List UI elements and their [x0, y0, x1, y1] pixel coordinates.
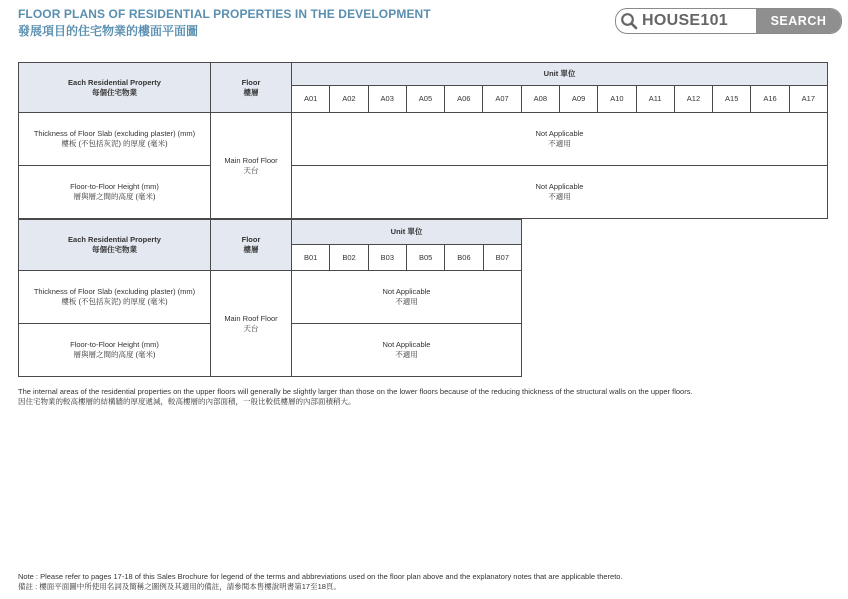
- na-en: Not Applicable: [382, 340, 431, 349]
- na-zh: 不適用: [548, 192, 571, 201]
- property-header-en: Each Residential Property: [68, 235, 161, 244]
- unit-cell: B03: [368, 245, 406, 271]
- slab-thickness-label: [19, 271, 211, 324]
- floor-value-en: Main Roof Floor: [224, 313, 278, 323]
- floor-height-label-en: Floor-to-Floor Height (mm): [70, 182, 159, 191]
- footer-note-en: Note : Please refer to pages 17-18 of this Sales Brochure for legend of the terms and abbreviations used on the floor plan above and the explanatory notes that are applicable thereto.: [18, 572, 623, 581]
- slab-thickness-value: [292, 113, 828, 166]
- notes-en: The internal areas of the residential properties on the upper floors will generally be slightly larger than those on the lower floors because of the reducing thickness of the structural walls on the upper floors.: [18, 387, 693, 396]
- unit-cell: A05: [406, 86, 444, 113]
- unit-cell: A09: [559, 86, 597, 113]
- floor-header-en: Floor: [241, 77, 261, 87]
- floor-value: [211, 113, 292, 219]
- floor-header: [211, 220, 292, 271]
- unit-cell: A08: [521, 86, 559, 113]
- search-button[interactable]: SEARCH: [756, 9, 841, 33]
- unit-cell: A07: [483, 86, 521, 113]
- floor-height-value: [292, 324, 522, 377]
- property-header: [19, 220, 211, 271]
- na-en: Not Applicable: [535, 182, 584, 191]
- unit-cell: B07: [483, 245, 521, 271]
- footer-note-zh: 備註 : 樓面平面圖中所使用名詞及簡稱之圖例及其適用的備註，請參閱本售樓說明書第17至18頁。: [18, 582, 341, 591]
- page-title-en: FLOOR PLANS OF RESIDENTIAL PROPERTIES IN THE DEVELOPMENT: [18, 7, 431, 21]
- floor-height-label-zh: 層與層之間的高度 (毫米): [73, 192, 156, 201]
- property-header: [19, 63, 211, 113]
- unit-cell: A12: [674, 86, 712, 113]
- unit-cell: A06: [445, 86, 483, 113]
- floor-header: [211, 63, 292, 113]
- unit-cell: B02: [330, 245, 368, 271]
- floor-height-label-en: Floor-to-Floor Height (mm): [70, 340, 159, 349]
- unit-cell: A16: [751, 86, 789, 113]
- floor-height-label-zh: 層與層之間的高度 (毫米): [73, 350, 156, 359]
- unit-header: Unit 單位: [292, 220, 522, 245]
- na-zh: 不適用: [395, 297, 418, 306]
- slab-thickness-label-zh: 樓板 (不包括灰泥) 的厚度 (毫米): [61, 297, 168, 306]
- na-en: Not Applicable: [382, 287, 431, 296]
- slab-thickness-label: [19, 113, 211, 166]
- page-title-zh: 發展項目的住宅物業的樓面平面圖: [18, 24, 199, 38]
- property-header-en: Each Residential Property: [68, 77, 161, 87]
- slab-thickness-label-zh: 樓板 (不包括灰泥) 的厚度 (毫米): [61, 139, 168, 148]
- property-header-zh: 每個住宅物業: [92, 245, 137, 254]
- floor-header-zh: 樓層: [243, 87, 259, 97]
- search-widget[interactable]: [615, 8, 842, 34]
- floor-value-en: Main Roof Floor: [224, 155, 278, 165]
- slab-thickness-value: [292, 271, 522, 324]
- slab-thickness-label-en: Thickness of Floor Slab (excluding plaster) (mm): [33, 129, 196, 138]
- unit-cell: A10: [598, 86, 636, 113]
- unit-cell: A11: [636, 86, 674, 113]
- unit-cell: A03: [368, 86, 406, 113]
- floor-header-zh: 樓層: [243, 245, 259, 254]
- slab-thickness-label-en: Thickness of Floor Slab (excluding plaster) (mm): [33, 287, 196, 296]
- unit-cell: A01: [292, 86, 330, 113]
- search-icon[interactable]: [616, 9, 642, 33]
- unit-header: Unit 單位: [292, 63, 828, 86]
- floor-table-a: [18, 62, 828, 219]
- na-en: Not Applicable: [535, 129, 584, 138]
- unit-cell: B05: [406, 245, 444, 271]
- notes: [18, 387, 693, 407]
- unit-cell: A17: [789, 86, 827, 113]
- floor-height-label: [19, 324, 211, 377]
- floor-value-zh: 天台: [243, 165, 259, 175]
- na-zh: 不適用: [548, 139, 571, 148]
- search-brand-text[interactable]: HOUSE101: [642, 12, 728, 29]
- floor-header-en: Floor: [241, 235, 261, 244]
- unit-cell: A15: [713, 86, 751, 113]
- floor-height-value: [292, 166, 828, 219]
- floor-value-zh: 天台: [243, 323, 259, 333]
- notes-zh: 因住宅物業的較高樓層的結構牆的厚度遞減，較高樓層的內部面積，一般比較低樓層的內部面積稍大。: [18, 397, 356, 406]
- unit-cell: A02: [330, 86, 368, 113]
- unit-cell: B06: [445, 245, 483, 271]
- na-zh: 不適用: [395, 350, 418, 359]
- unit-cell: B01: [292, 245, 330, 271]
- property-header-zh: 每個住宅物業: [92, 87, 137, 97]
- floor-table-b: [18, 219, 522, 377]
- footer-note: [18, 572, 623, 592]
- floor-height-label: [19, 166, 211, 219]
- floor-value: [211, 271, 292, 377]
